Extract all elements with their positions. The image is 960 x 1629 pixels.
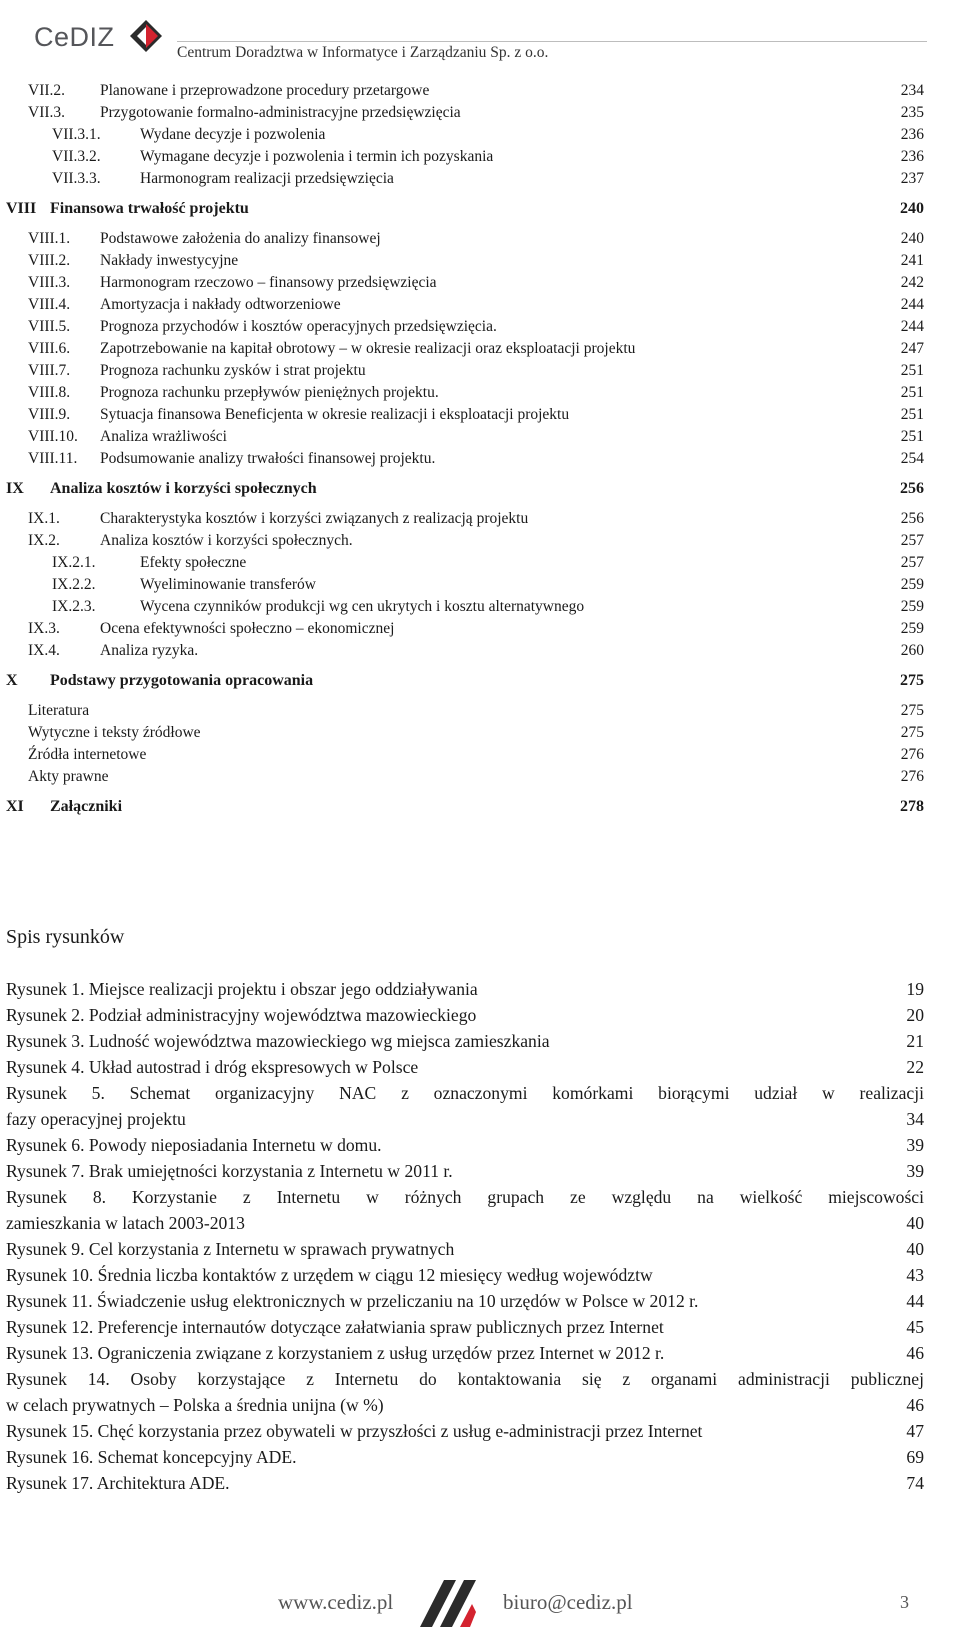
toc-entry-page: 257 <box>900 532 924 549</box>
figure-entry-title: Rysunek 4. Układ autostrad i dróg ekspresowych w Polsce <box>6 1057 419 1077</box>
toc-entry-page: 275 <box>900 724 924 741</box>
toc-entry-page: 235 <box>900 104 924 121</box>
figure-entry[interactable] <box>6 1314 924 1340</box>
figure-entry-line: Rysunek 5. Schemat organizacyjny NAC z oznaczonymi komórkami biorącymi udział w realizacji <box>6 1083 924 1103</box>
toc-entry-page: 236 <box>900 148 924 165</box>
toc-entry-title: Sytuacja finansowa Beneficjenta w okresie realizacji i eksploatacji projektu <box>100 406 570 423</box>
figure-entry-line <box>6 1054 924 1080</box>
table-of-contents <box>6 80 924 826</box>
toc-entry-page: 244 <box>900 318 924 335</box>
figure-entry-line <box>6 1210 924 1236</box>
toc-entry[interactable] <box>6 618 924 640</box>
toc-entry-title: Podstawowe założenia do analizy finansowej <box>100 230 381 247</box>
toc-entry-page: 259 <box>900 620 924 637</box>
toc-entry[interactable] <box>6 294 924 316</box>
toc-entry-title: Wymagane decyzje i pozwolenia i termin ich pozyskania <box>140 148 494 165</box>
figure-entry-line: Rysunek 8. Korzystanie z Internetu w różnych grupach ze względu na wielkość miejscowości <box>6 1187 924 1207</box>
toc-entry-title: Załączniki <box>50 798 123 815</box>
figure-entry[interactable] <box>6 1002 924 1028</box>
figure-entry[interactable] <box>6 1444 924 1470</box>
figure-entry[interactable] <box>6 1366 924 1418</box>
toc-entry-page: 240 <box>900 230 924 247</box>
toc-entry[interactable] <box>6 574 924 596</box>
toc-entry[interactable] <box>6 146 924 168</box>
figure-entry-title: Rysunek 10. Średnia liczba kontaktów z urzędem w ciągu 12 miesięcy według województw <box>6 1265 653 1285</box>
figure-entry-title: Rysunek 15. Chęć korzystania przez obywateli w przyszłości z usług e-administracji przez Internet <box>6 1421 703 1441</box>
figure-entry-page: 20 <box>906 1005 924 1025</box>
toc-entry-page: 275 <box>900 672 924 689</box>
toc-entry-page: 244 <box>900 296 924 313</box>
toc-entry-title: Analiza wrażliwości <box>100 428 227 445</box>
toc-entry-title: Charakterystyka kosztów i korzyści związanych z realizacją projektu <box>100 510 529 527</box>
toc-entry-number: VIII.9. <box>28 406 71 423</box>
figure-entry-page: 43 <box>906 1265 924 1285</box>
toc-entry-title: Analiza ryzyka. <box>100 642 199 659</box>
figure-entry-title: w celach prywatnych – Polska a średnia unijna (w %) <box>6 1395 384 1415</box>
figure-entry[interactable] <box>6 1184 924 1236</box>
toc-entry-title: Analiza kosztów i korzyści społecznych <box>50 480 317 497</box>
toc-entry-title: Amortyzacja i nakłady odtworzeniowe <box>100 296 341 313</box>
figure-entry-line <box>6 1340 924 1366</box>
figure-entry-title: Rysunek 11. Świadczenie usług elektronicznych w przeliczaniu na 10 urzędów w Polsce w 2012 r. <box>6 1291 699 1311</box>
toc-entry-page: 236 <box>900 126 924 143</box>
figure-entry-page: 40 <box>906 1239 924 1259</box>
toc-entry[interactable] <box>6 552 924 574</box>
figure-entry-title: Rysunek 9. Cel korzystania z Internetu w sprawach prywatnych <box>6 1239 455 1259</box>
toc-entry[interactable] <box>6 228 924 250</box>
toc-entry-page: 251 <box>900 428 924 445</box>
figure-entry-line <box>6 1132 924 1158</box>
figure-entry-title: Rysunek 2. Podział administracyjny województwa mazowieckiego <box>6 1005 477 1025</box>
toc-entry-title: Harmonogram realizacji przedsięwzięcia <box>140 170 394 187</box>
toc-entry-page: 251 <box>900 362 924 379</box>
figure-entry-page: 74 <box>906 1473 924 1493</box>
toc-entry-number: VII.3. <box>28 104 66 121</box>
toc-entry-title: Prognoza rachunku zysków i strat projektu <box>100 362 366 379</box>
page-footer <box>0 1570 960 1629</box>
toc-entry-title: Harmonogram rzeczowo – finansowy przedsięwzięcia <box>100 274 437 291</box>
figure-entry-line <box>6 1106 924 1132</box>
toc-entry-page: 259 <box>900 598 924 615</box>
figure-entry-line <box>6 1314 924 1340</box>
toc-entry-title: Wydane decyzje i pozwolenia <box>140 126 326 143</box>
figure-entry-line <box>6 1262 924 1288</box>
page-header <box>0 0 960 70</box>
toc-entry-page: 275 <box>900 702 924 719</box>
footer-logo-icon <box>410 1572 490 1627</box>
toc-entry[interactable] <box>6 426 924 448</box>
toc-entry-number: VIII.5. <box>28 318 71 335</box>
toc-entry-title: Źródła internetowe <box>28 746 147 763</box>
figure-entry[interactable] <box>6 1470 924 1496</box>
figure-entry[interactable] <box>6 1262 924 1288</box>
toc-entry[interactable] <box>6 796 924 818</box>
figure-entry[interactable] <box>6 1132 924 1158</box>
toc-entry-title: Przygotowanie formalno-administracyjne przedsięwzięcia <box>100 104 461 121</box>
toc-entry-title: Finansowa trwałość projektu <box>50 200 249 217</box>
toc-entry-page: 256 <box>900 510 924 527</box>
figure-entry-line <box>6 1236 924 1262</box>
toc-entry-page: 237 <box>900 170 924 187</box>
toc-entry-number: VII.2. <box>28 82 66 99</box>
figure-entry-title: Rysunek 12. Preferencje internautów dotyczące załatwiania spraw publicznych przez Internet <box>6 1317 664 1337</box>
toc-entry[interactable] <box>6 272 924 294</box>
company-name: Centrum Doradztwa w Informatyce i Zarządzaniu Sp. z o.o. <box>177 44 549 61</box>
figure-entry-page: 39 <box>906 1135 924 1155</box>
figure-entry-title: Rysunek 13. Ograniczenia związane z korzystaniem z usług urzędów przez Internet w 2012 r. <box>6 1343 665 1363</box>
toc-entry[interactable] <box>6 700 924 722</box>
toc-entry-page: 254 <box>900 450 924 467</box>
figure-entry-title: Rysunek 7. Brak umiejętności korzystania z Internetu w 2011 r. <box>6 1161 453 1181</box>
toc-entry-page: 260 <box>900 642 924 659</box>
toc-entry-number: VIII.6. <box>28 340 71 357</box>
figure-entry-page: 46 <box>906 1343 924 1363</box>
toc-entry-page: 276 <box>900 768 924 785</box>
toc-entry-number: IX.2.1. <box>52 554 96 571</box>
toc-entry-number: VII.3.2. <box>52 148 101 165</box>
toc-entry[interactable] <box>6 404 924 426</box>
toc-entry-page: 242 <box>900 274 924 291</box>
toc-entry-page: 259 <box>900 576 924 593</box>
toc-entry-page: 251 <box>900 406 924 423</box>
toc-entry-page: 278 <box>900 798 924 815</box>
toc-entry-page: 241 <box>900 252 924 269</box>
figure-entry-line: Rysunek 14. Osoby korzystające z Internetu do kontaktowania się z organami administracji publicznej <box>6 1369 924 1389</box>
figure-entry-page: 19 <box>906 979 924 999</box>
figure-entry-title: Rysunek 17. Architektura ADE. <box>6 1473 230 1493</box>
company-logo-icon <box>128 18 164 54</box>
toc-entry-page: 240 <box>900 200 924 217</box>
footer-website[interactable]: www.cediz.pl <box>278 1590 394 1614</box>
toc-entry[interactable] <box>6 360 924 382</box>
figure-entry-page: 39 <box>906 1161 924 1181</box>
toc-entry[interactable] <box>6 640 924 662</box>
figure-entry-line <box>6 976 924 1002</box>
toc-entry-number: IX.4. <box>28 642 60 659</box>
toc-entry-title: Wyeliminowanie transferów <box>140 576 316 593</box>
toc-entry-title: Podstawy przygotowania opracowania <box>50 672 314 689</box>
figure-entry[interactable] <box>6 1054 924 1080</box>
figure-entry-page: 40 <box>906 1213 924 1233</box>
figure-entry-page: 46 <box>906 1395 924 1415</box>
toc-entry-number: VIII.7. <box>28 362 71 379</box>
toc-entry-number: VII.3.1. <box>52 126 101 143</box>
figure-entry[interactable] <box>6 1080 924 1132</box>
figure-entry-line <box>6 1470 924 1496</box>
toc-entry[interactable] <box>6 596 924 618</box>
figure-entry[interactable] <box>6 1158 924 1184</box>
toc-entry-page: 247 <box>900 340 924 357</box>
toc-entry[interactable] <box>6 198 924 220</box>
figure-entry-line <box>6 1288 924 1314</box>
toc-entry-title: Ocena efektywności społeczno – ekonomicznej <box>100 620 395 637</box>
toc-entry-page: 234 <box>900 82 924 99</box>
toc-entry-title: Podsumowanie analizy trwałości finansowej projektu. <box>100 450 436 467</box>
toc-entry[interactable] <box>6 250 924 272</box>
list-of-figures <box>6 976 924 1496</box>
figure-entry-title: Rysunek 3. Ludność województwa mazowieckiego wg miejsca zamieszkania <box>6 1031 550 1051</box>
toc-entry-number: VIII.11. <box>28 450 78 467</box>
toc-entry[interactable] <box>6 508 924 530</box>
figure-entry-page: 34 <box>906 1109 924 1129</box>
toc-entry-title: Zapotrzebowanie na kapitał obrotowy – w okresie realizacji oraz eksploatacji projektu <box>100 340 636 357</box>
toc-entry-number: VIII.2. <box>28 252 71 269</box>
toc-entry[interactable] <box>6 766 924 788</box>
toc-entry-number: X <box>6 672 18 689</box>
figure-entry-line <box>6 1444 924 1470</box>
figure-entry-title: Rysunek 16. Schemat koncepcyjny ADE. <box>6 1447 297 1467</box>
figure-entry[interactable] <box>6 1236 924 1262</box>
toc-entry[interactable] <box>6 448 924 470</box>
figure-entry-page: 69 <box>906 1447 924 1467</box>
figure-entry[interactable] <box>6 1418 924 1444</box>
toc-entry-title: Wycena czynników produkcji wg cen ukrytych i kosztu alternatywnego <box>140 598 585 615</box>
toc-entry-title: Analiza kosztów i korzyści społecznych. <box>100 532 353 549</box>
figure-entry-line <box>6 1002 924 1028</box>
toc-entry-number: XI <box>6 798 24 815</box>
toc-entry-title: Prognoza przychodów i kosztów operacyjnych przedsięwzięcia. <box>100 318 497 335</box>
toc-entry-title: Akty prawne <box>28 768 109 785</box>
figure-entry-line <box>6 1392 924 1418</box>
toc-entry-title: Planowane i przeprowadzone procedury przetargowe <box>100 82 430 99</box>
toc-entry[interactable] <box>6 722 924 744</box>
company-logo-text: CeDIZ <box>34 22 115 52</box>
toc-entry-page: 256 <box>900 480 924 497</box>
figure-entry-line <box>6 1028 924 1054</box>
toc-entry-title: Literatura <box>28 702 90 719</box>
toc-entry[interactable] <box>6 168 924 190</box>
toc-entry-title: Wytyczne i teksty źródłowe <box>28 724 201 741</box>
toc-entry-number: VIII.10. <box>28 428 78 445</box>
toc-entry-number: IX.2.2. <box>52 576 96 593</box>
footer-email[interactable]: biuro@cediz.pl <box>503 1590 633 1614</box>
toc-entry[interactable] <box>6 670 924 692</box>
figure-entry-title: fazy operacyjnej projektu <box>6 1109 186 1129</box>
figure-entry-line <box>6 1158 924 1184</box>
figure-entry-page: 44 <box>906 1291 924 1311</box>
figure-entry-page: 22 <box>906 1057 924 1077</box>
toc-entry-number: VIII.3. <box>28 274 71 291</box>
toc-entry-number: IX <box>6 480 24 497</box>
toc-entry[interactable] <box>6 744 924 766</box>
toc-entry-number: VIII.1. <box>28 230 71 247</box>
page-number: 3 <box>900 1592 909 1612</box>
toc-entry-title: Nakłady inwestycyjne <box>100 252 239 269</box>
toc-entry[interactable] <box>6 338 924 360</box>
toc-entry[interactable] <box>6 478 924 500</box>
figure-entry-page: 45 <box>906 1317 924 1337</box>
toc-entry[interactable] <box>6 382 924 404</box>
toc-entry-number: VII.3.3. <box>52 170 101 187</box>
toc-entry-title: Efekty społeczne <box>140 554 247 571</box>
figure-entry-page: 47 <box>906 1421 924 1441</box>
figure-entry-title: Rysunek 1. Miejsce realizacji projektu i obszar jego oddziaływania <box>6 979 478 999</box>
toc-entry[interactable] <box>6 316 924 338</box>
toc-entry[interactable] <box>6 530 924 552</box>
figure-entry-title: Rysunek 6. Powody nieposiadania Internetu w domu. <box>6 1135 382 1155</box>
toc-entry-number: IX.2. <box>28 532 60 549</box>
figure-entry-line <box>6 1418 924 1444</box>
toc-entry[interactable] <box>6 80 924 102</box>
figures-heading: Spis rysunków <box>6 926 125 948</box>
header-rule <box>177 41 927 42</box>
toc-entry-number: VIII <box>6 200 37 217</box>
figure-entry-page: 21 <box>906 1031 924 1051</box>
toc-entry[interactable] <box>6 124 924 146</box>
figure-entry[interactable] <box>6 976 924 1002</box>
figure-entry[interactable] <box>6 1288 924 1314</box>
figure-entry[interactable] <box>6 1028 924 1054</box>
toc-entry-number: IX.1. <box>28 510 60 527</box>
toc-entry-page: 251 <box>900 384 924 401</box>
toc-entry-number: IX.3. <box>28 620 60 637</box>
toc-entry-number: IX.2.3. <box>52 598 96 615</box>
figure-entry[interactable] <box>6 1340 924 1366</box>
toc-entry[interactable] <box>6 102 924 124</box>
toc-entry-page: 276 <box>900 746 924 763</box>
toc-entry-title: Prognoza rachunku przepływów pieniężnych projektu. <box>100 384 439 401</box>
toc-entry-number: VIII.4. <box>28 296 71 313</box>
toc-entry-number: VIII.8. <box>28 384 71 401</box>
figure-entry-title: zamieszkania w latach 2003-2013 <box>6 1213 245 1233</box>
toc-entry-page: 257 <box>900 554 924 571</box>
